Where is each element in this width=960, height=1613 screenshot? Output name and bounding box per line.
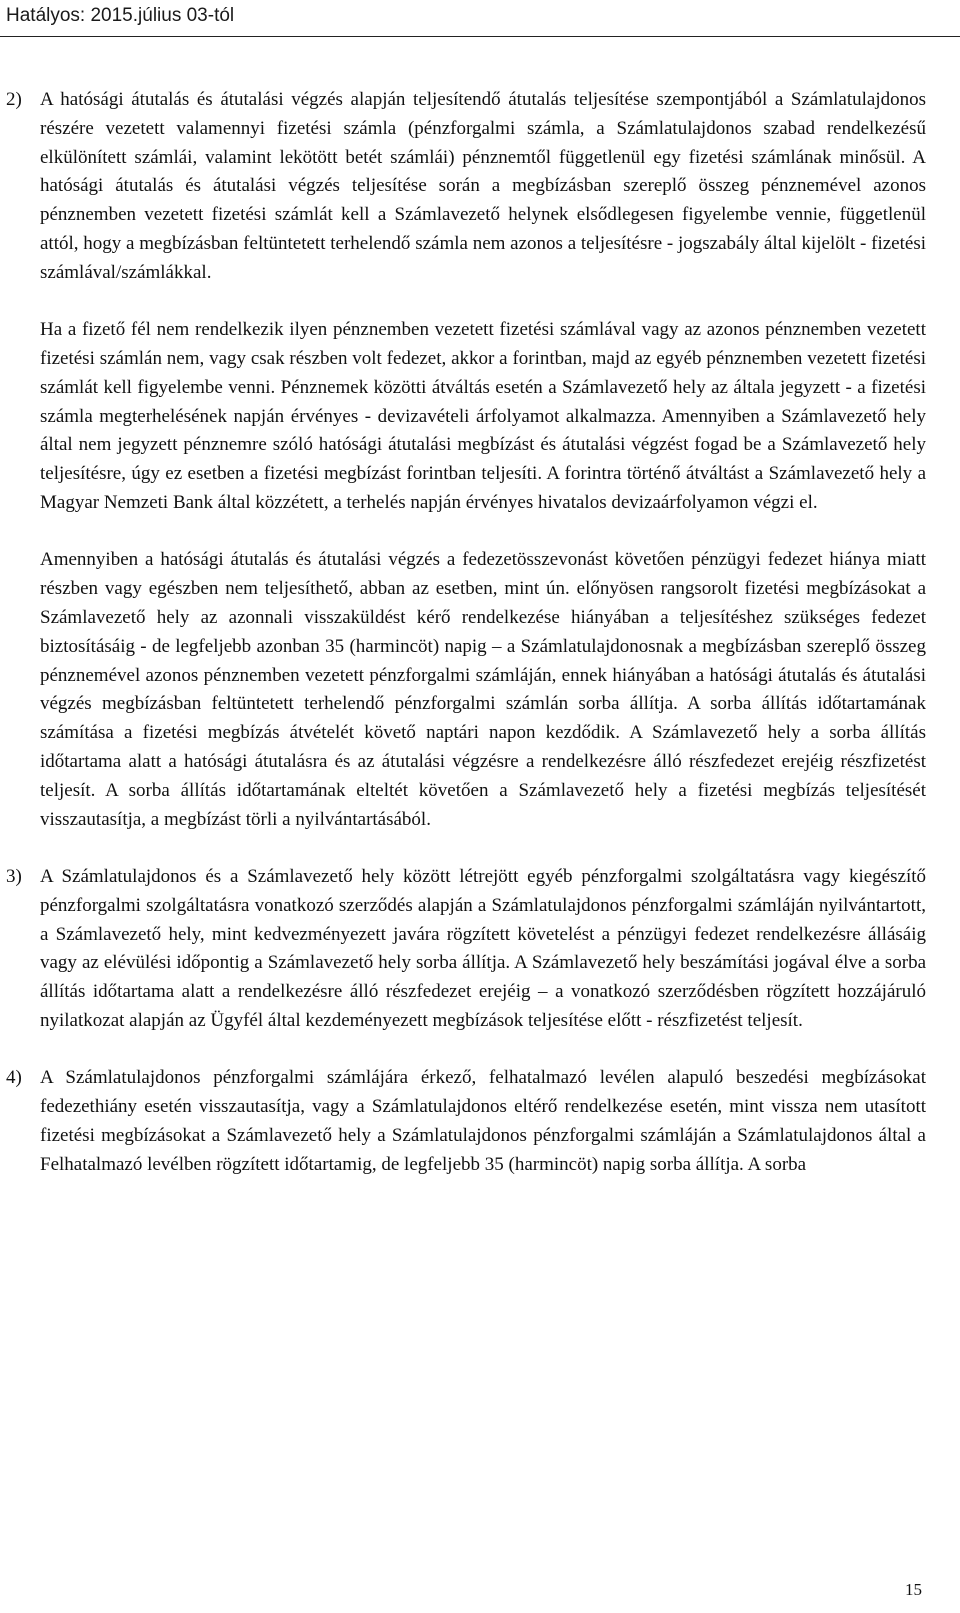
document-header: Hatályos: 2015.július 03-tól xyxy=(6,5,235,26)
paragraph: Amennyiben a hatósági átutalás és átutalási végzés a fedezetösszevonást követően pénzügyi fedezet hiánya miatt részben vagy egészben nem teljesíthető, abban az esetben, mint ún. előnyösen rangsorolt fizetési megbízásokat a Számlavezető hely az azonnali visszaküldést kérő rendelkezése hiányában a teljesítéshez szükséges fedezet biztosításáig - de legfeljebb azonban 35 (harmincöt) napig – a Számlatulajdonosnak a megbízásban szereplő összeg pénznemével azonos pénznemben vezetett pénzforgalmi számláján, ennek hiányában a hatósági átutalás és átutalási végzés megbízásban feltüntetett terhelendő pénzforgalmi számlán sorba állítja. A sorba állítás időtartamának számítása a fizetési megbízás átvételét követő naptári napon kezdődik. A Számlavezető hely a sorba állítás időtartama alatt a hatósági átutalásra és az átutalási végzésre a rendelkezésre álló részfedezet erejéig részfizetést teljesít. A sorba állítás időtartamának elteltét követően a Számlavezető hely a fizetési megbízás teljesítését visszautasítja, a megbízást törli a nyilvántartásából. xyxy=(40,549,926,830)
item-number: 3) xyxy=(6,865,22,887)
header-divider xyxy=(0,36,960,37)
list-item-4 xyxy=(0,1064,960,1179)
paragraph: A hatósági átutalás és átutalási végzés alapján teljesítendő átutalás teljesítése szempontjából a Számlatulajdonos részére vezetett valamennyi fizetési számla (pénzforgalmi számla, a Számlatulajdonos szabad rendelkezésű elkülönített számlái, valamint lekötött betét számlái) pénznemtől függetlenül egy fizetési számlának minősül. A hatósági átutalás és átutalási végzés teljesítése során a megbízásban szereplő összeg pénznemével azonos pénznemben vezetett fizetési számlát kell a Számlavezető helynek elsődlegesen figyelembe vennie, függetlenül attól, hogy a megbízásban feltüntetett terhelendő számla nem azonos a teljesítésre - jogszabály által kijelölt - fizetési számlával/számlákkal. xyxy=(40,89,926,283)
item-number: 2) xyxy=(6,89,22,110)
document-body xyxy=(0,86,960,1179)
paragraph: A Számlatulajdonos és a Számlavezető hely között létrejött egyéb pénzforgalmi szolgáltatásra vagy kiegészítő pénzforgalmi szolgáltatásra vonatkozó szerződés alapján a Számlatulajdonos pénzforgalmi számláján nyilvántartott, a Számlavezető hely, mint kedvezményezett javára rögzített követelést a pénzügyi fedezet rendelkezésre állásáig vagy az elévülési időpontig a Számlavezető hely sorba állítja. A Számlavezető hely beszámítási jogával élve a sorba állítás időtartama alatt a rendelkezésre álló részfedezet erejéig – a vonatkozó szerződésben rögzített hozzájáruló nyilatkozat alapján az Ügyfél által kezdeményezett megbízások teljesítése előtt - részfizetést teljesít. xyxy=(40,865,926,1031)
paragraph: Ha a fizető fél nem rendelkezik ilyen pénznemben vezetett fizetési számlával vagy az azonos pénznemben vezetett fizetési számlán nem, vagy csak részben volt fedezet, akkor a forintban, majd az egyéb pénznemben vezetett fizetési számlát kell figyelembe venni. Pénznemek közötti átváltás esetén a Számlavezető hely az általa jegyzett - a fizetési számla megterhelésének napján érvényes - devizavételi árfolyamot alkalmazza. Amennyiben a Számlavezető hely által nem jegyzett pénznemre szóló hatósági átutalási megbízást és átutalási végzést fogad be a Számlavezető hely teljesítésre, úgy ez esetben a fizetési megbízást forintban teljesíti. A forintra történő átváltást a Számlavezető hely a Magyar Nemzeti Bank által közzétett, a terhelés napján érvényes hivatalos devizaárfolyamon végzi el. xyxy=(40,319,926,513)
paragraph: A Számlatulajdonos pénzforgalmi számlájára érkező, felhatalmazó levélen alapuló beszedési megbízásokat fedezethiány esetén visszautasítja, vagy a Számlatulajdonos eltérő rendelkezése esetén, mint vissza nem utasított fizetési megbízásokat a Számlavezető hely a Számlatulajdonos pénzforgalmi számláján a Számlatulajdonos által a Felhatalmazó levélben rögzített időtartamig, de legfeljebb 35 (harmincöt) napig sorba állítja. A sorba xyxy=(40,1067,926,1175)
list-item-3 xyxy=(0,863,960,1036)
item-number: 4) xyxy=(6,1067,22,1089)
page-number: 15 xyxy=(905,1580,922,1599)
list-item-2 xyxy=(0,86,960,834)
